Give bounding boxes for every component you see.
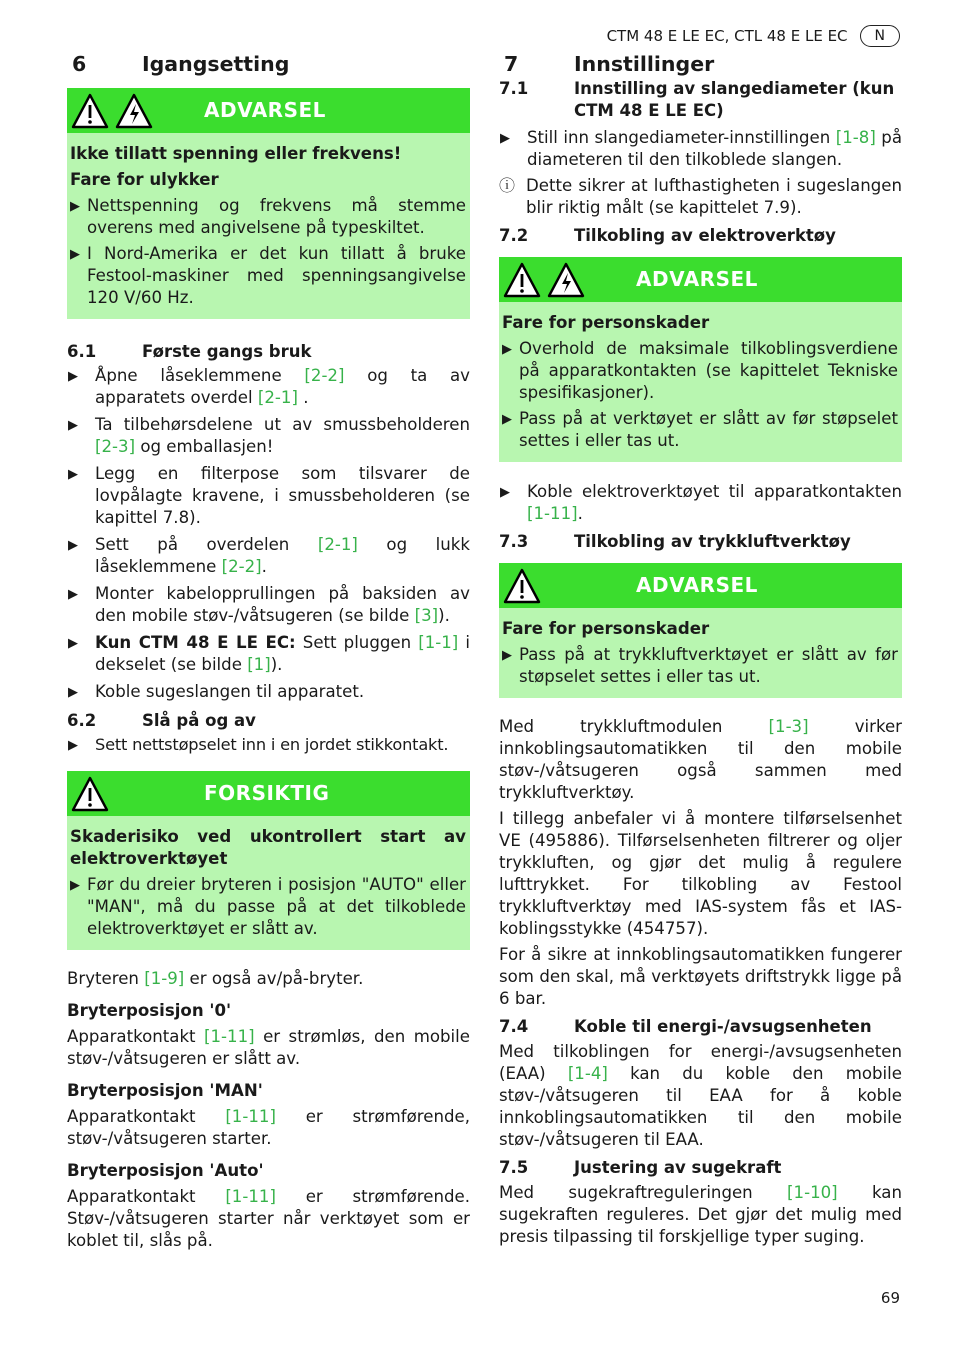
- model-name: CTM 48 E LE EC, CTL 48 E LE EC: [606, 27, 848, 45]
- warning-box: [67, 88, 470, 319]
- bullet-triangle-icon: ▶: [68, 467, 78, 482]
- section-6-heading: 6 Igangsetting: [72, 52, 290, 76]
- warning-item: ▶ Overhold de maksimale tilkoblingsverdiene på apparatkontakten (se kapittelet Tekniske spesifikasjoner).: [502, 339, 898, 402]
- info-note: ⓘ Dette sikrer at lufthastigheten i sugeslangen blir riktig målt (se kapittelet 7.9).: [499, 176, 902, 217]
- figure-reference: [2-2]: [304, 366, 345, 385]
- paragraph: Med tilkoblingen for energi-/avsugsenheten (EAA) [1-4] kan du koble den mobile støv-/våtsugeren til EAA for å koble innkoblingsautomatikken til den mobile støv-/våtsugeren til EAA.: [499, 1042, 902, 1149]
- section-7-heading: 7 Innstillinger: [504, 52, 715, 76]
- figure-reference: [1-11]: [204, 1027, 255, 1046]
- list-item: ▶ Sett på overdelen [2-1] og lukk låseklemmene [2-2].: [68, 535, 470, 576]
- paragraph: Med trykkluftmodulen [1-3] virker innkoblingsautomatikken til den mobile støv-/våtsugeren også sammen med trykkluftverktøy.: [499, 717, 902, 802]
- bullet-triangle-icon: ▶: [68, 738, 78, 753]
- figure-reference: [1]: [247, 655, 271, 674]
- bullet-triangle-icon: ▶: [68, 636, 78, 651]
- bullet-triangle-icon: ▶: [502, 342, 512, 357]
- posman-text: Apparatkontakt [1-11] er strømførende, støv-/våtsugeren starter.: [67, 1107, 470, 1148]
- posauto-text: Apparatkontakt [1-11] er strømførende. Støv-/våtsugeren starter når verktøyet som er koblet til, slås på.: [67, 1187, 470, 1250]
- warning-line: Fare for ulykker: [70, 170, 219, 189]
- bullet-triangle-icon: ▶: [68, 369, 78, 384]
- caution-title: FORSIKTIG: [204, 781, 330, 805]
- right-column: [499, 50, 902, 1248]
- warning-line: Fare for personskader: [502, 619, 710, 638]
- bullet-triangle-icon: ▶: [500, 131, 510, 146]
- figure-reference: [1-11]: [225, 1187, 276, 1206]
- warning-triangle-icon: [70, 92, 110, 130]
- figure-reference: [1-11]: [527, 504, 578, 523]
- list-item: ▶ Sett nettstøpselet inn i en jordet stikkontakt.: [67, 734, 470, 757]
- pos0-text: Apparatkontakt [1-11] er strømløs, den mobile støv-/våtsugeren er slått av.: [67, 1027, 470, 1068]
- bullet-triangle-icon: ▶: [68, 538, 78, 553]
- figure-reference: [2-1]: [257, 388, 298, 407]
- figure-reference: [2-2]: [221, 557, 262, 576]
- step-list: [67, 365, 470, 704]
- figure-reference: [1-4]: [567, 1064, 608, 1083]
- bullet-triangle-icon: ▶: [68, 685, 78, 700]
- figure-reference: [1-3]: [768, 717, 809, 736]
- bullet-triangle-icon: ▶: [502, 412, 512, 427]
- electric-hazard-icon: [114, 92, 154, 130]
- posman-heading: Bryterposisjon 'MAN': [67, 1081, 263, 1100]
- caution-item: ▶ Før du dreier bryteren i posisjon "AUTO" eller "MAN", må du passe på at det tilkoblede elektroverktøyet er slått av.: [70, 875, 466, 938]
- section-7-2-heading: 7.2 Tilkobling av elektroverktøy: [499, 226, 836, 245]
- switch-paragraph: Bryteren [1-9] er også av/på-bryter.: [67, 969, 364, 988]
- section-7-1-heading: 7.1 Innstilling av slangediameter (kun CTM 48 E LE EC): [499, 79, 895, 120]
- info-icon: ⓘ: [499, 176, 516, 195]
- list-item: ▶ Still inn slangediameter-innstillingen [1-8] på diameteren til den tilkoblede slangen.: [500, 128, 902, 169]
- section-6-2-heading: 6.2 Slå på og av: [67, 711, 256, 730]
- language-badge: N: [860, 25, 900, 47]
- step-list: [499, 127, 902, 171]
- list-item: ▶ Legg en filterpose som tilsvarer de lovpålagte kravene, i smussbeholderen (se kapittel 7.8).: [68, 464, 470, 527]
- section-6-1-heading: 6.1 Første gangs bruk: [67, 342, 312, 361]
- section-7-4-heading: 7.4 Koble til energi-/avsugsenheten: [499, 1017, 872, 1036]
- figure-reference: [2-1]: [317, 535, 358, 554]
- bullet-triangle-icon: ▶: [70, 199, 80, 214]
- step-list: [67, 734, 470, 757]
- list-item: ▶ Kun CTM 48 E LE EC: Sett pluggen [1-1] i dekselet (se bilde [1]).: [68, 633, 470, 674]
- list-item: ▶ Koble sugeslangen til apparatet.: [67, 681, 470, 704]
- bullet-triangle-icon: ▶: [502, 648, 512, 663]
- warning-title: ADVARSEL: [636, 573, 758, 597]
- bullet-triangle-icon: ▶: [70, 247, 80, 262]
- figure-reference: [2-3]: [95, 437, 136, 456]
- paragraph: For å sikre at innkoblingsautomatikken fungerer som den skal, må verktøyets driftstrykk ligge på 6 bar.: [499, 945, 902, 1008]
- warning-triangle-icon: [502, 567, 542, 605]
- posauto-heading: Bryterposisjon 'Auto': [67, 1161, 264, 1180]
- list-item: ▶ Koble elektroverktøyet til apparatkontakten [1-11].: [500, 482, 902, 523]
- figure-reference: [1-8]: [835, 128, 876, 147]
- step-list: [499, 481, 902, 525]
- figure-reference: [1-10]: [787, 1183, 838, 1202]
- warning-box: [499, 257, 902, 462]
- left-column: [67, 50, 470, 1252]
- page-number: 69: [880, 1289, 900, 1307]
- figure-reference: [1-1]: [418, 633, 459, 652]
- warning-triangle-icon: [502, 261, 542, 299]
- warning-box: [499, 563, 902, 698]
- pos0-heading: Bryterposisjon '0': [67, 1001, 232, 1020]
- warning-line: Fare for personskader: [502, 313, 710, 332]
- caution-box: [67, 771, 470, 950]
- paragraph: Med sugekraftreguleringen [1-10] kan sugekraften reguleres. Det gjør det mulig med presis tilpassing til forskjellige typer suging.: [499, 1183, 902, 1246]
- warning-line: Ikke tillatt spenning eller frekvens!: [70, 144, 402, 163]
- bullet-triangle-icon: ▶: [68, 418, 78, 433]
- list-item: ▶ Åpne låseklemmene [2-2] og ta av apparatets overdel [2-1] .: [68, 366, 470, 407]
- warning-title: ADVARSEL: [204, 98, 326, 122]
- caution-line: Skaderisiko ved ukontrollert start av elektroverktøyet: [70, 827, 466, 868]
- bullet-triangle-icon: ▶: [70, 878, 80, 893]
- warning-triangle-icon: [70, 775, 110, 813]
- page-header: [607, 25, 900, 47]
- warning-item: ▶ Pass på at verktøyet er slått av før støpselet settes i eller tas ut.: [502, 409, 898, 450]
- list-item: ▶ Ta tilbehørsdelene ut av smussbeholderen [2-3] og emballasjen!: [68, 415, 470, 456]
- bullet-triangle-icon: ▶: [68, 587, 78, 602]
- list-item: ▶ Monter kabelopprullingen på baksiden av den mobile støv-/våtsugeren (se bilde [3]).: [68, 584, 470, 625]
- warning-item: ▶ I Nord-Amerika er det kun tillatt å bruke Festool-maskiner med spenningsangivelse 120 V/60 Hz.: [70, 244, 466, 307]
- warning-item: ▶ Pass på at trykkluftverktøyet er slått av før støpselet settes i eller tas ut.: [502, 645, 898, 686]
- electric-hazard-icon: [546, 261, 586, 299]
- section-7-5-heading: 7.5 Justering av sugekraft: [499, 1158, 782, 1177]
- paragraph: I tillegg anbefaler vi å montere tilførselsenhet VE (495886). Tilførselsenheten filtrerer og oljer trykkluften, og gjør det mulig å regulere lufttrykket. For tilkobling av Festool trykkluftverktøy med IAS-system fås et IAS-koblingsstykke (454757).: [499, 809, 902, 938]
- figure-reference: [3]: [414, 606, 439, 625]
- warning-title: ADVARSEL: [636, 267, 758, 291]
- figure-reference: [1-11]: [225, 1107, 276, 1126]
- figure-reference: [1-9]: [144, 969, 185, 988]
- warning-item: ▶ Nettspenning og frekvens må stemme overens med angivelsene på typeskiltet.: [70, 196, 466, 237]
- section-7-3-heading: 7.3 Tilkobling av trykkluftverktøy: [499, 532, 851, 551]
- bullet-triangle-icon: ▶: [500, 485, 510, 500]
